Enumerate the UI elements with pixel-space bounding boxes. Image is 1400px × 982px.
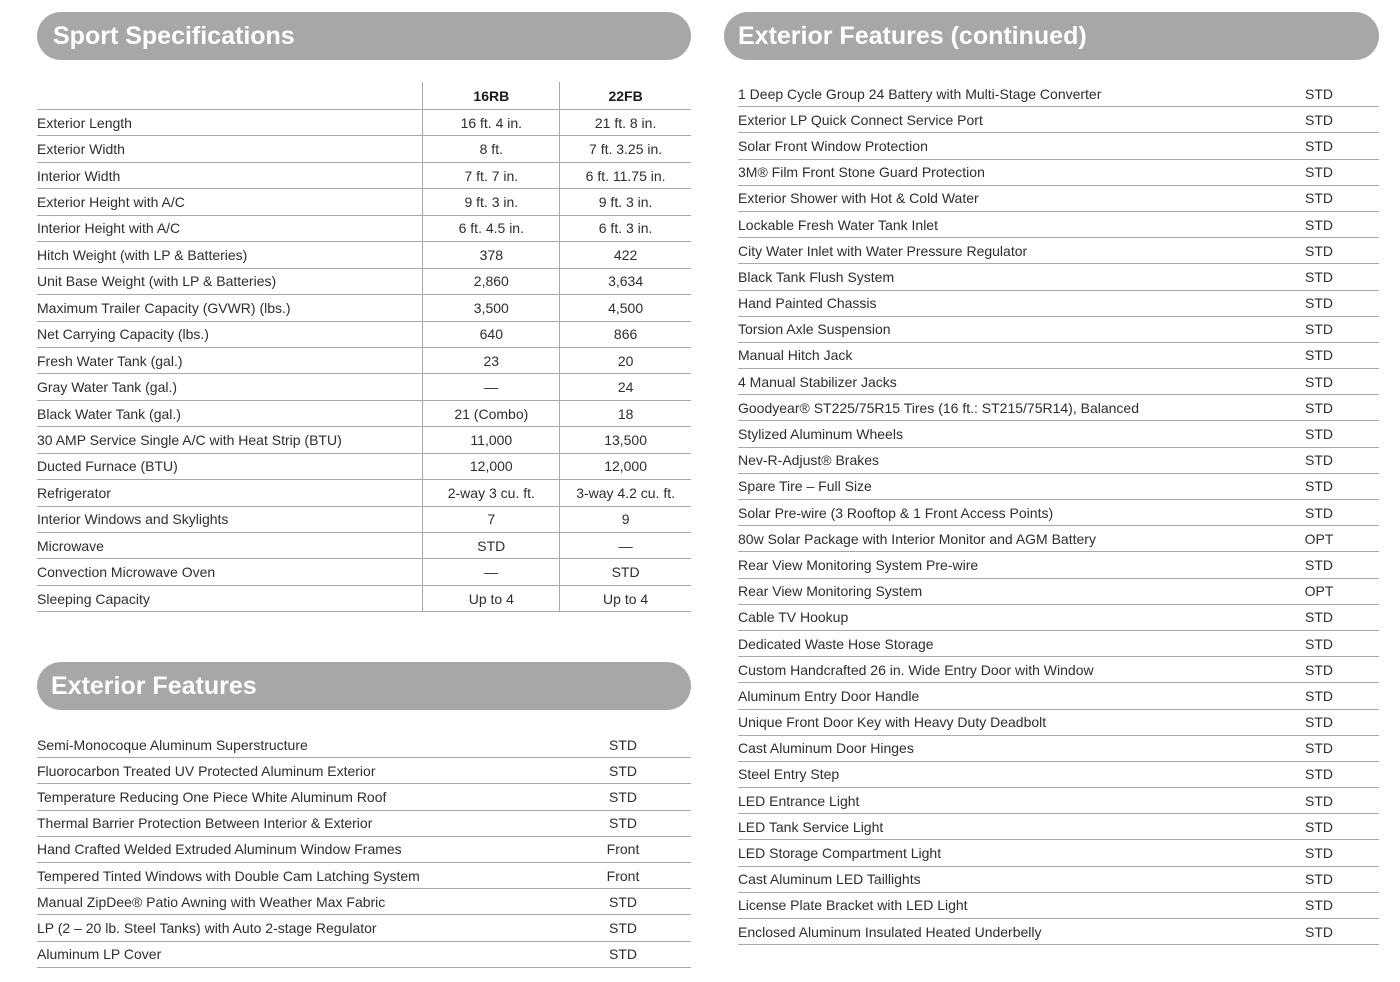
exterior-features-continued-list <box>738 81 1379 945</box>
section-title: Exterior Features <box>51 671 257 700</box>
table-row <box>37 480 691 506</box>
table-row <box>37 559 691 585</box>
feature-label: License Plate Bracket with LED Light <box>738 897 968 914</box>
spec-value-16rb: 12,000 <box>422 454 559 479</box>
list-item <box>738 788 1379 814</box>
feature-label: Cable TV Hookup <box>738 609 849 626</box>
list-item <box>738 762 1379 788</box>
table-row <box>37 454 691 480</box>
feature-label: Manual ZipDee® Patio Awning with Weather Max Fabric <box>37 893 386 910</box>
feature-availability: Front <box>606 841 640 858</box>
specifications-table <box>37 82 691 612</box>
spec-value-22fb: 20 <box>559 348 691 373</box>
feature-availability: STD <box>609 762 637 779</box>
column-header-22fb: 22FB <box>559 82 691 109</box>
feature-availability: OPT <box>1304 583 1334 600</box>
spec-value-16rb: 3,500 <box>422 295 559 320</box>
list-item <box>37 863 691 889</box>
spec-value-16rb: 2-way 3 cu. ft. <box>422 480 559 505</box>
feature-label: Aluminum Entry Door Handle <box>738 687 920 704</box>
list-item <box>37 889 691 915</box>
table-row <box>37 110 691 136</box>
feature-label: Stylized Aluminum Wheels <box>738 426 903 443</box>
feature-availability: STD <box>1305 268 1333 285</box>
feature-availability: STD <box>1305 399 1333 416</box>
section-title: Sport Specifications <box>53 21 295 50</box>
spec-label: 30 AMP Service Single A/C with Heat Strip (BTU) <box>37 431 342 448</box>
feature-label: Rear View Monitoring System <box>738 583 923 600</box>
spec-value-16rb: 9 ft. 3 in. <box>422 189 559 214</box>
spec-value-16rb: 6 ft. 4.5 in. <box>422 216 559 241</box>
list-item <box>37 811 691 837</box>
feature-label: Aluminum LP Cover <box>37 946 162 963</box>
list-item <box>738 317 1379 343</box>
feature-label: City Water Inlet with Water Pressure Regulator <box>738 242 1028 259</box>
spec-label: Black Water Tank (gal.) <box>37 405 181 422</box>
list-item <box>738 840 1379 866</box>
feature-label: Unique Front Door Key with Heavy Duty Deadbolt <box>738 714 1047 731</box>
spec-label: Exterior Length <box>37 114 132 131</box>
feature-label: Cast Aluminum LED Taillights <box>738 871 921 888</box>
spec-label: Maximum Trailer Capacity (GVWR) (lbs.) <box>37 299 291 316</box>
table-row <box>37 401 691 427</box>
list-item <box>738 369 1379 395</box>
list-item <box>738 893 1379 919</box>
spec-label: Interior Width <box>37 167 121 184</box>
list-item <box>738 736 1379 762</box>
list-item <box>738 526 1379 552</box>
column-header-16rb: 16RB <box>422 82 559 109</box>
feature-label: Spare Tire – Full Size <box>738 478 872 495</box>
spec-value-22fb: 866 <box>559 322 691 347</box>
spec-value-22fb: — <box>559 533 691 558</box>
table-row <box>37 533 691 559</box>
feature-availability: STD <box>1305 478 1333 495</box>
table-body <box>37 110 691 612</box>
feature-label: Solar Front Window Protection <box>738 137 928 154</box>
list-item <box>738 919 1379 945</box>
spec-value-22fb: 3-way 4.2 cu. ft. <box>559 480 691 505</box>
feature-label: Exterior Shower with Hot & Cold Water <box>738 190 979 207</box>
feature-label: Hand Painted Chassis <box>738 295 877 312</box>
spec-value-22fb: 3,634 <box>559 269 691 294</box>
spec-value-22fb: 422 <box>559 242 691 267</box>
feature-label: LED Tank Service Light <box>738 818 884 835</box>
feature-availability: STD <box>1305 137 1333 154</box>
list-item <box>738 343 1379 369</box>
table-row <box>37 322 691 348</box>
list-item <box>738 814 1379 840</box>
feature-label: Temperature Reducing One Piece White Aluminum Roof <box>37 788 387 805</box>
section-banner-exterior-continued <box>724 12 1379 60</box>
list-item <box>738 631 1379 657</box>
feature-label: 80w Solar Package with Interior Monitor and AGM Battery <box>738 530 1096 547</box>
spec-label: Interior Height with A/C <box>37 220 181 237</box>
table-row <box>37 374 691 400</box>
list-item <box>738 186 1379 212</box>
feature-availability: STD <box>609 893 637 910</box>
list-item <box>738 579 1379 605</box>
table-row <box>37 136 691 162</box>
spec-value-16rb: 640 <box>422 322 559 347</box>
list-item <box>37 942 691 968</box>
feature-availability: STD <box>1305 216 1333 233</box>
spec-value-16rb: 16 ft. 4 in. <box>422 110 559 135</box>
table-row <box>37 216 691 242</box>
feature-label: LP (2 – 20 lb. Steel Tanks) with Auto 2-stage Regulator <box>37 919 377 936</box>
spec-label: Gray Water Tank (gal.) <box>37 379 178 396</box>
feature-availability: STD <box>1305 242 1333 259</box>
spec-value-22fb: 13,500 <box>559 427 691 452</box>
list-item <box>37 758 691 784</box>
feature-label: Fluorocarbon Treated UV Protected Aluminum Exterior <box>37 762 376 779</box>
spec-value-22fb: 21 ft. 8 in. <box>559 110 691 135</box>
list-item <box>738 238 1379 264</box>
list-item <box>738 81 1379 107</box>
feature-label: 1 Deep Cycle Group 24 Battery with Multi-Stage Converter <box>738 85 1102 102</box>
spec-value-16rb: — <box>422 374 559 399</box>
table-row <box>37 269 691 295</box>
spec-value-16rb: 2,860 <box>422 269 559 294</box>
spec-label: Exterior Width <box>37 141 125 158</box>
feature-availability: STD <box>1305 295 1333 312</box>
feature-label: Rear View Monitoring System Pre-wire <box>738 556 979 573</box>
list-item <box>738 683 1379 709</box>
list-item <box>738 421 1379 447</box>
spec-value-22fb: STD <box>559 559 691 584</box>
section-title: Exterior Features (continued) <box>738 21 1087 50</box>
feature-availability: STD <box>1305 426 1333 443</box>
feature-availability: STD <box>1305 452 1333 469</box>
spec-label: Net Carrying Capacity (lbs.) <box>37 326 209 343</box>
list-item <box>738 867 1379 893</box>
spec-value-16rb: Up to 4 <box>422 586 559 611</box>
feature-label: Semi-Monocoque Aluminum Superstructure <box>37 736 308 753</box>
feature-availability: STD <box>1305 609 1333 626</box>
section-banner-specifications <box>37 12 691 60</box>
spec-value-16rb: 7 <box>422 507 559 532</box>
feature-label: Thermal Barrier Protection Between Interior & Exterior <box>37 815 373 832</box>
spec-value-22fb: 4,500 <box>559 295 691 320</box>
feature-label: 3M® Film Front Stone Guard Protection <box>738 164 985 181</box>
feature-label: LED Storage Compartment Light <box>738 845 942 862</box>
feature-availability: STD <box>1305 373 1333 390</box>
feature-label: Torsion Axle Suspension <box>738 321 891 338</box>
spec-label: Interior Windows and Skylights <box>37 511 229 528</box>
feature-availability: STD <box>1305 766 1333 783</box>
feature-availability: STD <box>1305 111 1333 128</box>
spec-label: Unit Base Weight (with LP & Batteries) <box>37 273 277 290</box>
feature-availability: STD <box>1305 321 1333 338</box>
list-item <box>738 474 1379 500</box>
feature-availability: STD <box>1305 556 1333 573</box>
table-row <box>37 507 691 533</box>
exterior-features-list <box>37 732 691 968</box>
spec-value-22fb: 18 <box>559 401 691 426</box>
feature-availability: STD <box>1305 85 1333 102</box>
table-row <box>37 295 691 321</box>
spec-value-22fb: 12,000 <box>559 454 691 479</box>
spec-value-16rb: — <box>422 559 559 584</box>
spec-value-16rb: 378 <box>422 242 559 267</box>
spec-value-22fb: 6 ft. 3 in. <box>559 216 691 241</box>
spec-label: Hitch Weight (with LP & Batteries) <box>37 246 248 263</box>
list-item <box>738 133 1379 159</box>
spec-value-16rb: STD <box>422 533 559 558</box>
list-item <box>37 915 691 941</box>
feature-label: Goodyear® ST225/75R15 Tires (16 ft.: ST215/75R14), Balanced <box>738 399 1139 416</box>
list-item <box>37 837 691 863</box>
spec-value-22fb: 24 <box>559 374 691 399</box>
list-item <box>738 395 1379 421</box>
feature-availability: Front <box>606 867 640 884</box>
feature-availability: STD <box>609 946 637 963</box>
list-item <box>738 212 1379 238</box>
feature-availability: STD <box>1305 818 1333 835</box>
spec-value-22fb: Up to 4 <box>559 586 691 611</box>
list-item <box>738 710 1379 736</box>
spec-value-22fb: 9 <box>559 507 691 532</box>
feature-availability: STD <box>609 815 637 832</box>
feature-availability: STD <box>1305 164 1333 181</box>
feature-label: Lockable Fresh Water Tank Inlet <box>738 216 938 233</box>
feature-availability: STD <box>1305 923 1333 940</box>
table-header-row <box>37 82 691 110</box>
feature-availability: STD <box>1305 347 1333 364</box>
feature-availability: STD <box>1305 845 1333 862</box>
spec-label: Exterior Height with A/C <box>37 194 185 211</box>
feature-label: Nev-R-Adjust® Brakes <box>738 452 880 469</box>
spec-label: Microwave <box>37 537 104 554</box>
spec-value-16rb: 23 <box>422 348 559 373</box>
feature-label: 4 Manual Stabilizer Jacks <box>738 373 897 390</box>
feature-availability: STD <box>609 919 637 936</box>
spec-label: Sleeping Capacity <box>37 590 150 607</box>
feature-label: Manual Hitch Jack <box>738 347 853 364</box>
list-item <box>738 605 1379 631</box>
spec-value-16rb: 8 ft. <box>422 136 559 161</box>
table-row <box>37 586 691 612</box>
list-item <box>738 500 1379 526</box>
feature-availability: STD <box>1305 635 1333 652</box>
list-item <box>738 448 1379 474</box>
feature-label: LED Entrance Light <box>738 792 860 809</box>
feature-availability: STD <box>1305 504 1333 521</box>
section-banner-exterior <box>37 662 691 710</box>
spec-value-16rb: 11,000 <box>422 427 559 452</box>
feature-label: Solar Pre-wire (3 Rooftop & 1 Front Access Points) <box>738 504 1054 521</box>
table-row <box>37 163 691 189</box>
list-item <box>738 291 1379 317</box>
feature-label: Dedicated Waste Hose Storage <box>738 635 934 652</box>
spec-value-22fb: 9 ft. 3 in. <box>559 189 691 214</box>
feature-availability: STD <box>1305 687 1333 704</box>
feature-availability: STD <box>1305 871 1333 888</box>
list-item <box>738 264 1379 290</box>
feature-availability: OPT <box>1304 530 1334 547</box>
feature-label: Hand Crafted Welded Extruded Aluminum Window Frames <box>37 841 402 858</box>
list-item <box>37 784 691 810</box>
list-item <box>738 107 1379 133</box>
feature-label: Black Tank Flush System <box>738 268 895 285</box>
list-item <box>37 732 691 758</box>
spec-value-22fb: 7 ft. 3.25 in. <box>559 136 691 161</box>
feature-availability: STD <box>1305 897 1333 914</box>
spec-value-16rb: 7 ft. 7 in. <box>422 163 559 188</box>
feature-label: Tempered Tinted Windows with Double Cam Latching System <box>37 867 420 884</box>
feature-label: Custom Handcrafted 26 in. Wide Entry Door with Window <box>738 661 1094 678</box>
feature-availability: STD <box>1305 792 1333 809</box>
feature-availability: STD <box>1305 661 1333 678</box>
table-row <box>37 348 691 374</box>
feature-availability: STD <box>1305 714 1333 731</box>
spec-label: Fresh Water Tank (gal.) <box>37 352 183 369</box>
table-row <box>37 242 691 268</box>
table-row <box>37 189 691 215</box>
spec-label: Convection Microwave Oven <box>37 564 216 581</box>
feature-availability: STD <box>1305 740 1333 757</box>
table-row <box>37 427 691 453</box>
spec-value-22fb: 6 ft. 11.75 in. <box>559 163 691 188</box>
feature-availability: STD <box>609 788 637 805</box>
spec-label: Ducted Furnace (BTU) <box>37 458 178 475</box>
feature-label: Exterior LP Quick Connect Service Port <box>738 111 983 128</box>
spec-label: Refrigerator <box>37 484 111 501</box>
list-item <box>738 552 1379 578</box>
list-item <box>738 657 1379 683</box>
spec-value-16rb: 21 (Combo) <box>422 401 559 426</box>
feature-label: Steel Entry Step <box>738 766 840 783</box>
header-blank <box>37 82 422 109</box>
feature-label: Enclosed Aluminum Insulated Heated Underbelly <box>738 923 1042 940</box>
feature-availability: STD <box>1305 190 1333 207</box>
feature-availability: STD <box>609 736 637 753</box>
list-item <box>738 160 1379 186</box>
feature-label: Cast Aluminum Door Hinges <box>738 740 914 757</box>
